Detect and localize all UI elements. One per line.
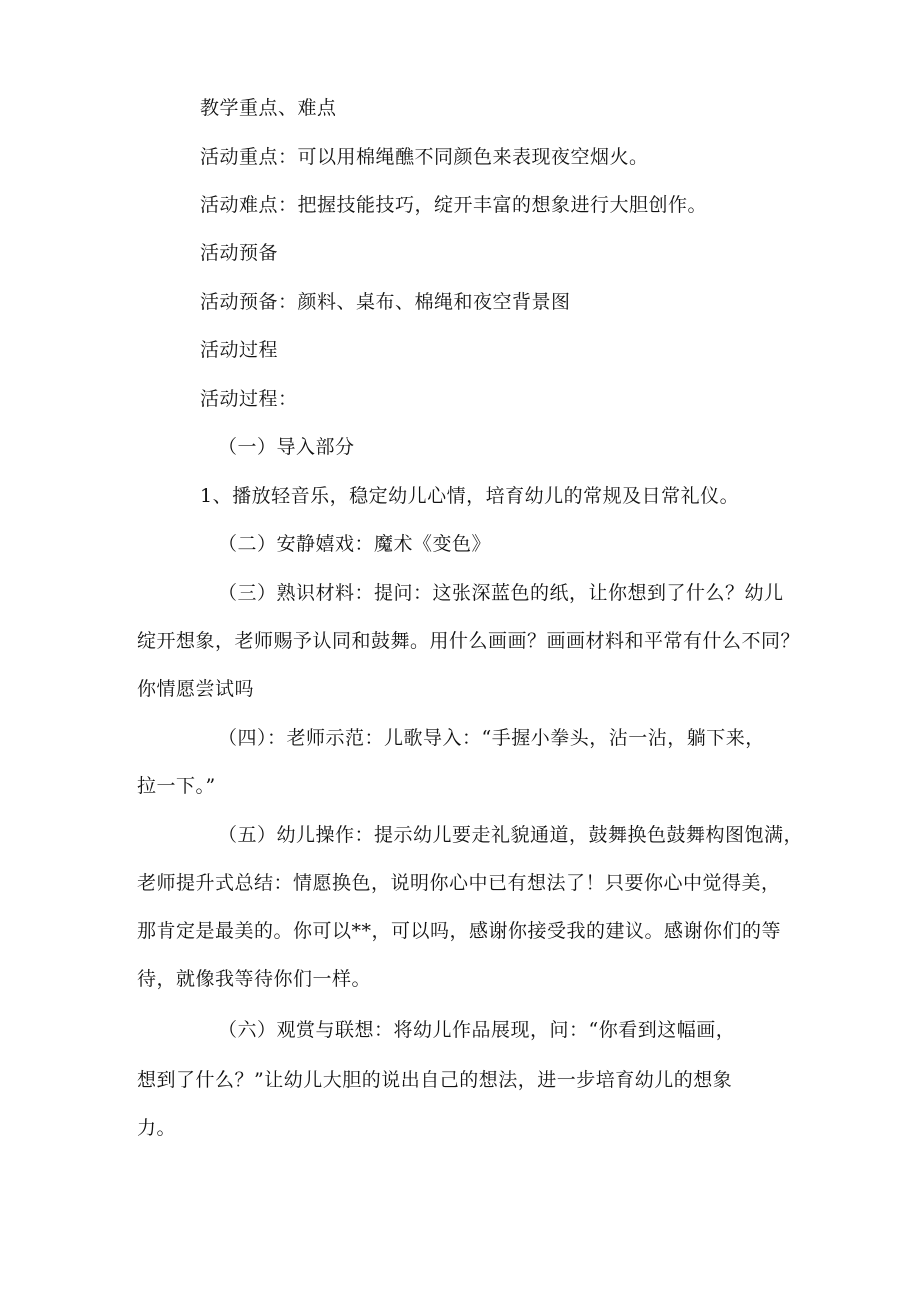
section-heading-key-points: 教学重点、难点 (200, 97, 337, 119)
step-5-line-2: 老师提升式总结：情愿换色，说明你心中已有想法了！只要你心中觉得美， (137, 872, 781, 894)
paragraph-activity-difficulty: 活动难点：把握技能技巧，绽开丰富的想象进行大胆创作。 (200, 194, 708, 216)
step-1-heading: （一）导入部分 (218, 436, 355, 458)
step-5-line-1: （五）幼儿操作：提示幼儿要走礼貌通道，鼓舞换色鼓舞构图饱满， (218, 824, 804, 846)
step-6-line-2: 想到了什么？”让幼儿大胆的说出自己的想法，进一步培育幼儿的想象 (137, 1069, 733, 1091)
paragraph-activity-focus: 活动重点：可以用棉绳醮不同颜色来表现夜空烟火。 (200, 146, 649, 168)
step-3-line-1: （三）熟识材料：提问：这张深蓝色的纸，让你想到了什么？幼儿 (218, 582, 784, 604)
step-2-heading: （二）安静嬉戏：魔术《变色》 (218, 533, 492, 555)
step-5-line-3: 那肯定是最美的。你可以**，可以吗，感谢你接受我的建议。感谢你们的等 (137, 920, 782, 942)
step-3-line-2: 绽开想象，老师赐予认同和鼓舞。用什么画画？画画材料和平常有什么不同？ (137, 630, 801, 652)
section-heading-preparation: 活动预备 (200, 242, 279, 264)
step-5-line-4: 待，就像我等待你们一样。 (137, 968, 372, 990)
step-6-line-3: 力。 (137, 1117, 177, 1139)
step-6-line-1: （六）观赏与联想：将幼儿作品展现，问：“你看到这幅画， (218, 1019, 736, 1041)
step-3-line-3: 你情愿尝试吗 (137, 678, 255, 700)
paragraph-preparation: 活动预备：颜料、桌布、棉绳和夜空背景图 (200, 291, 571, 313)
paragraph-process-label: 活动过程： (200, 388, 298, 410)
step-4-line-2: 拉一下。” (137, 775, 216, 797)
step-4-line-1: （四）：老师示范：儿歌导入：“手握小拳头，沾一沾，躺下来， (218, 727, 765, 749)
section-heading-process: 活动过程 (200, 339, 279, 361)
step-1-item: 1、播放轻音乐，稳定幼儿心情，培育幼儿的常规及日常礼仪。 (200, 485, 740, 507)
